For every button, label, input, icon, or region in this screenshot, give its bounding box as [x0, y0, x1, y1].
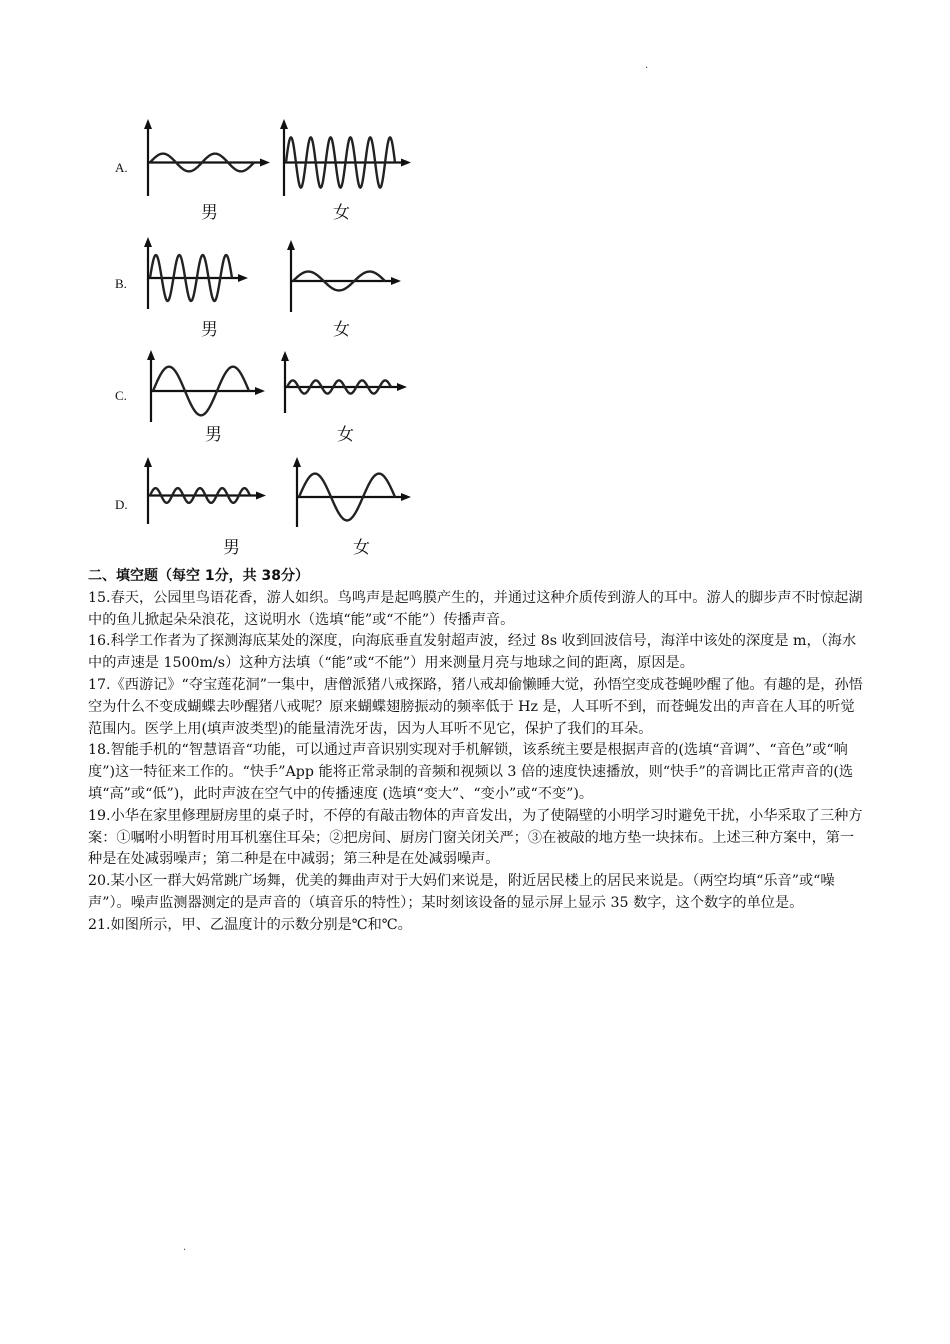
section-title: 二、填空题（每空 1分，共 38分）	[88, 568, 309, 584]
option-a-female-caption: 女	[333, 203, 350, 223]
option-b-male-waveform	[140, 233, 248, 313]
option-a-male-axis-arrows	[144, 119, 270, 167]
option-b-label: B.	[115, 276, 127, 291]
option-d-female-waveform	[289, 453, 411, 531]
option-c-label: C.	[115, 388, 127, 403]
option-a-female-waveform	[276, 115, 411, 200]
question-17: 17.《西游记》“夺宝莲花洞”一集中，唐僧派猪八戒探路，猪八戒却偷懒睡大觉，孙悟空变成苍蝇吵醒了他。有趣的是，孙悟空为什么不变成蝴蝶去吵醒猪八戒呢？原来蝴蝶翅膀振动的频率低于 Hz 是，人耳听不到，而苍蝇发出的声音在人耳的听觉范围内。医学上用(填声波类型)的能量清洗牙齿，因为人耳听不见它，保护了我们的耳朵。	[88, 676, 863, 737]
option-d-male-axes	[148, 465, 258, 524]
option-c-female-waveform	[277, 347, 407, 417]
option-b-female-caption: 女	[333, 320, 350, 340]
option-d-female-caption: 女	[353, 538, 370, 558]
option-b-female-axes	[291, 248, 393, 312]
question-21: 21.如图所示，甲、乙温度计的示数分别是℃和℃。	[88, 916, 412, 933]
option-b-female-axis-arrows	[287, 240, 401, 285]
option-a-male-caption: 男	[201, 203, 218, 223]
option-a-male-waveform	[140, 115, 270, 200]
option-c-female-caption: 女	[337, 425, 354, 445]
fill-in-section	[88, 566, 863, 937]
option-d-male-waveform	[140, 453, 266, 528]
header-dot: ·	[645, 63, 649, 74]
question-19: 19.小华在家里修理厨房里的桌子时，不停的有敲击物体的声音发出，为了使隔壁的小明学习时避免干扰，小华采取了三种方案：①嘱咐小明暂时用耳机塞住耳朵；②把房间、厨房门窗关闭关严；③在被敲的地方垫一块抹布。上述三种方案中，第一种是在处减弱噪声；第二种是在中减弱；第三种是在处减弱噪声。	[88, 807, 863, 868]
option-c-female-axes	[285, 359, 399, 413]
option-a-label: A.	[115, 160, 128, 175]
option-d-male-caption: 男	[223, 538, 240, 558]
question-18: 18.智能手机的“智慧语音“功能，可以通过声音识别实现对手机解锁，该系统主要是根据声音的(选填“音调”、“音色”或“响度”)这一特征来工作的。“快手”App 能将正常录制的音频和视频以 3 倍的速度快速播放，则“快手”的音调比正常声音的(选填“高”或“低”)，此时声波在空气中的传播速度 (选填“变大”、“变小”或“不变”)。	[88, 742, 854, 802]
option-a-male-axes	[148, 127, 262, 196]
question-15: 15.春天，公园里鸟语花香，游人如织。鸟鸣声是起鸣膜产生的，并通过这种介质传到游人的耳中。游人的脚步声不时惊起湖中的鱼儿掀起朵朵浪花，这说明水（选填“能”或“不能”）传播声音。	[88, 589, 863, 628]
option-b-female-waveform	[283, 236, 401, 316]
option-b-male-caption: 男	[201, 320, 218, 340]
footer-dot: ·	[183, 1245, 187, 1256]
question-20: 20.某小区一群大妈常跳广场舞，优美的舞曲声对于大妈们来说是，附近居民楼上的居民来说是。（两空均填“乐音”或“噪声”）。噪声监测器测定的是声音的（填音乐的特性）；某时刻该设备的显示屏上显示 35 数字，这个数字的单位是。	[88, 873, 835, 911]
question-16: 16.科学工作者为了探测海底某处的深度，向海底垂直发射超声波，经过 8s 收到回波信号，海洋中该处的深度是 m，（海水中的声速是 1500m/s）这种方法填（“能”或“不能”）用来测量月亮与地球之间的距离，原因是。	[88, 633, 857, 672]
option-c-male-waveform	[143, 346, 265, 426]
option-d-label: D.	[115, 497, 128, 512]
option-c-male-caption: 男	[205, 425, 222, 445]
